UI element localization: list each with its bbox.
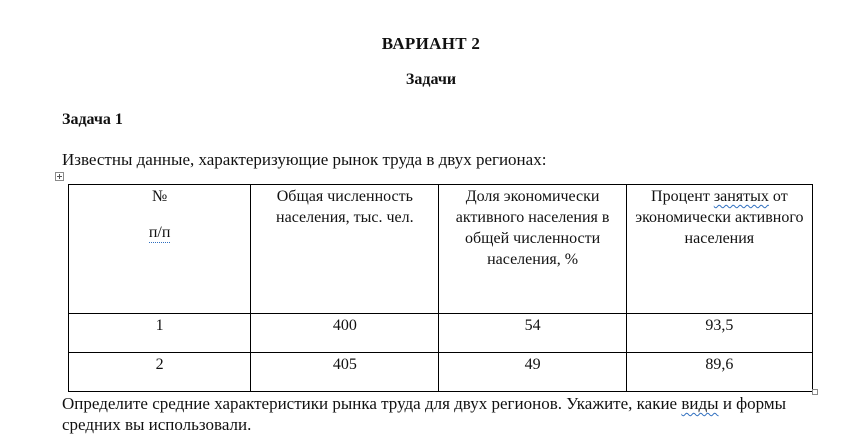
cell-number: 1 bbox=[69, 314, 251, 353]
tasks-heading: Задачи bbox=[405, 71, 457, 88]
header-employed-post: от экономически активного населения bbox=[635, 188, 804, 247]
header-number bbox=[69, 185, 251, 314]
header-number-sign: № bbox=[151, 188, 168, 205]
header-employed-mark: занятых bbox=[713, 188, 769, 205]
table-row bbox=[69, 314, 813, 353]
question-mark: виды bbox=[681, 394, 719, 413]
data-table bbox=[68, 184, 813, 392]
cell-number: 2 bbox=[69, 353, 251, 392]
cell-active-share: 54 bbox=[439, 314, 626, 353]
question-part2: и формы средних вы использовали. bbox=[62, 394, 787, 434]
cell-population: 405 bbox=[251, 353, 439, 392]
table-header-row bbox=[69, 185, 813, 314]
intro-text: Известны данные, характеризующие рынок труда в двух регионах: bbox=[62, 150, 547, 169]
cell-employed-share: 93,5 bbox=[626, 314, 812, 353]
task-title: Задача 1 bbox=[62, 111, 123, 128]
variant-heading: ВАРИАНТ 2 bbox=[381, 34, 481, 53]
header-population: Общая численность населения, тыс. чел. bbox=[251, 185, 439, 314]
table-row bbox=[69, 353, 813, 392]
cell-employed-share: 89,6 bbox=[626, 353, 812, 392]
cell-active-share: 49 bbox=[439, 353, 626, 392]
header-number-pp: п/п bbox=[148, 224, 171, 241]
question-part1: Определите средние характеристики рынка труда для двух регионов. Укажите, какие bbox=[62, 394, 682, 413]
header-active-share: Доля экономически активного населения в общей численности населения, % bbox=[439, 185, 626, 314]
header-employed-share bbox=[626, 185, 812, 314]
question-text bbox=[62, 393, 822, 435]
header-employed-pre: Процент bbox=[651, 188, 714, 205]
table-move-handle-icon[interactable] bbox=[55, 172, 64, 181]
cell-population: 400 bbox=[251, 314, 439, 353]
